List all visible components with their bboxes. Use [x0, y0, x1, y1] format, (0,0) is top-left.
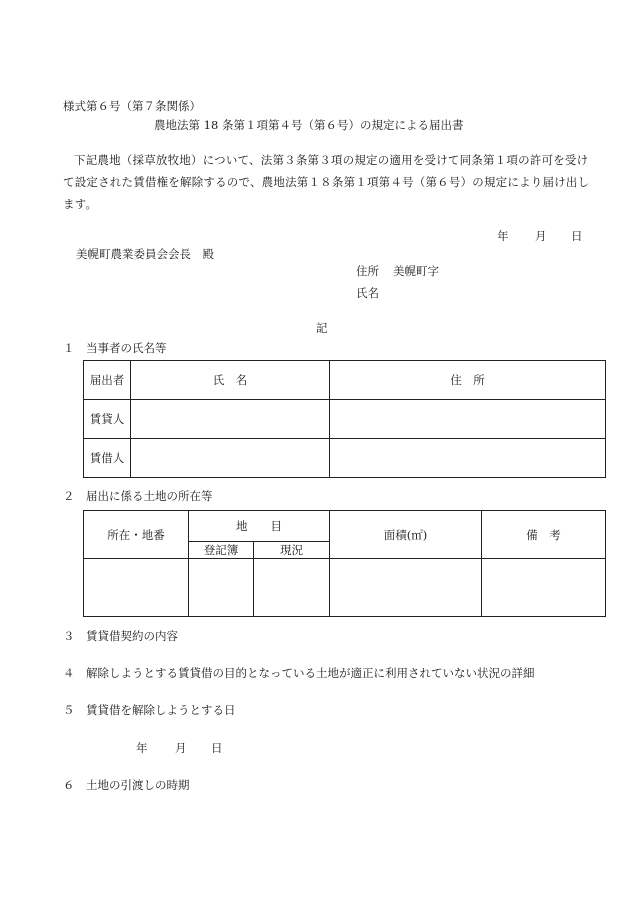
- date-day: 日: [571, 229, 583, 243]
- date-year: 年: [497, 229, 509, 243]
- name-label: 氏名: [356, 286, 379, 300]
- parties-table: [83, 360, 606, 478]
- lessor-address-cell[interactable]: [330, 400, 606, 439]
- cancel-date-day: 日: [211, 741, 223, 755]
- col-header-address: 住 所: [330, 361, 606, 400]
- table-row: [84, 559, 606, 617]
- address-value: 美幌町字: [393, 264, 439, 278]
- form-number: 様式第６号（第７条関係）: [63, 99, 201, 113]
- col-header-location: 所在・地番: [84, 511, 189, 559]
- registry-cell[interactable]: [189, 559, 254, 617]
- lessee-name-cell[interactable]: [131, 439, 330, 478]
- remarks-cell[interactable]: [482, 559, 606, 617]
- addressee: 美幌町農業委員会会長 殿: [76, 247, 214, 261]
- actual-cell[interactable]: [254, 559, 330, 617]
- section1-heading: １ 当事者の氏名等: [63, 341, 167, 355]
- col-header-actual: 現況: [254, 542, 330, 559]
- form-title: 農地法第 18 条第１項第４号（第６号）の規定による届出書: [154, 118, 464, 132]
- col-header-area: 面積(㎡): [330, 511, 482, 559]
- lessor-name-cell[interactable]: [131, 400, 330, 439]
- table-row: [84, 439, 606, 478]
- cancel-date-month: 月: [175, 741, 187, 755]
- row-label-lessee: 賃借人: [84, 439, 131, 478]
- area-cell[interactable]: [330, 559, 482, 617]
- table-row: [84, 400, 606, 439]
- col-header-name: 氏 名: [131, 361, 330, 400]
- ki-label: 記: [316, 321, 328, 335]
- row-label-lessor: 賃貸人: [84, 400, 131, 439]
- address-label: 住所: [356, 264, 379, 278]
- lessee-address-cell[interactable]: [330, 439, 606, 478]
- section5-heading: ５ 賃貸借を解除しようとする日: [63, 703, 236, 717]
- section2-heading: ２ 届出に係る土地の所在等: [63, 489, 213, 503]
- cancel-date-year: 年: [136, 741, 148, 755]
- section3-heading: ３ 賃貸借契約の内容: [63, 629, 178, 643]
- col-header-registry: 登記簿: [189, 542, 254, 559]
- col-header-chimoku: 地 目: [189, 511, 330, 542]
- col-header-remarks: 備 考: [482, 511, 606, 559]
- section4-heading: ４ 解除しようとする賃貸借の目的となっている土地が適正に利用されていない状況の詳細: [63, 666, 535, 680]
- land-table: [83, 510, 606, 617]
- location-cell[interactable]: [84, 559, 189, 617]
- col-header-filer: 届出者: [84, 361, 131, 400]
- date-month: 月: [535, 229, 547, 243]
- form-body: 下記農地（採草放牧地）について、法第３条第３項の規定の適用を受けて同条第１項の許可を受けて設定された賃借権を解除するので、農地法第１８条第１項第４号（第６号）の規定により届け出します。: [63, 153, 590, 211]
- section6-heading: ６ 土地の引渡しの時期: [63, 778, 190, 792]
